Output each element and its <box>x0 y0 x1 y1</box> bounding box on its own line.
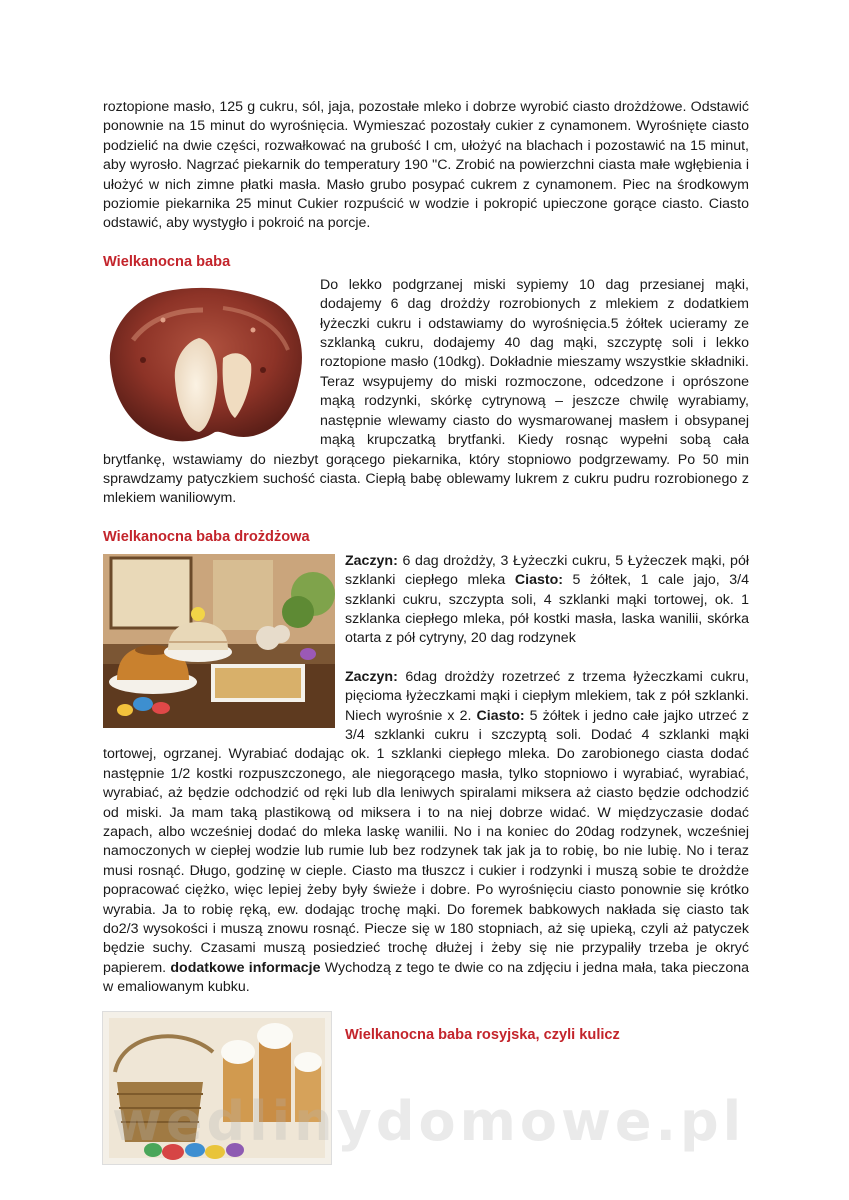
easter-table-photo <box>103 554 335 728</box>
baba-cake-photo <box>103 280 309 450</box>
intro-paragraph: roztopione masło, 125 g cukru, sól, jaja, pozostałe mleko i dobrze wyrobić ciasto drożdżowe. Odstawić ponownie na 15 minut do wyrośnięcia. Wymieszać pozostały cukier z cynamonem. Wyrośnięte ciasto podzielić na dwie części, rozwałkować na grubość I cm, ułożyć na blachach i pozostawić na 15 minut, aby wyrosło. Nagrzać piekarnik do temperatury 190 "C. Zrobić na powierzchni ciasta małe wgłębienia i ułożyć w nich zimne płatki masła. Masło grubo posypać cukrem z cynamonem. Piec na środkowym poziomie piekarnika 25 minut Cukier rozpuścić w wodzie i pokropić upieczone gorące ciasto. Ciasto odstawić, aby wystygło i pokroić na porcje. <box>103 99 749 232</box>
recipe-kulicz-section <box>103 1012 749 1162</box>
label-zaczyn: Zaczyn: <box>345 552 398 569</box>
site-watermark: wedlinydomowe.pl <box>112 1090 746 1153</box>
recipe-title-baba: Wielkanocna baba <box>103 253 231 270</box>
zaczyn-ingredients: 6 dag drożdży, 3 Łyżeczki cukru, 5 Łyżeczek mąki, pół szklanki ciepłego mleka <box>345 552 749 589</box>
additional-info-text: Wychodzą z tego te dwie co na zdjęciu i jedna mała, taka pieczona w emaliowanym kubku. <box>103 959 749 996</box>
ciasto-method: 5 żółtek i jedno całe jajko utrzeć z 3/4 szklanki cukru i szczyptą soli. Dodać 4 szklanki mąki tortowej, ogrzanej. Wyrabiać dodając ok. 1 szklanki ciepłego mleka. Do zarobionego ciasta dodać następnie 1/2 kostki rozpuszczonego, ale niegorącego masła, tylko stopniowo i wyrabiać, wyrabiać, wyrabiać, aż będzie odchodzić od ręki lub dla leniwych spiralami miksera aż ciasto będzie odchodzić od miski. Ja mam taką plastikową od miksera i to na niej dobrze widać. W międzyczasie dodać zapach, albo wcześniej dodać do mleka laskę wanilii. No i na koniec do 20dag rodzynek, wcześniej namoczonych w ciepłej wodzie lub rumie lub bez rodzynek tak jak ja to robię, bo nie lubię. No i teraz musi rosnąć. Długo, godzinę w cieple. Ciasto ma tłuszcz i cukier i rodzynki i muszą sobie te drożdże popracować ciężko, więc lepiej żeby były świeże i dobre. Po wyrośnięciu ciasto ponownie się krótko wyrabia. Ja to robię ręką, ew. dodając trochę mąki. Do foremek babkowych nakłada się ciasto tak do2/3 wysokości i muszą znowu rosnąć. Piecze się w 180 stopniach, aż się upieką, czyli aż patyczek będzie suchy. Czasami muszą posiedzieć trochę dłużej i żeby się nie przypaliły trzeba je okryć papierem. <box>103 707 749 976</box>
recipe-baba-text: Do lekko podgrzanej miski sypiemy 10 dag przesianej mąki, dodajemy 6 dag drożdży rozrobionych z mlekiem z dodatkiem łyżeczki cukru i odstawiamy do wyrośnięcia.5 żółtek ucieramy ze szklanką cukru, dodajemy 40 dag mąki, szczyptę soli i lekko roztopione masło (10dkg). Dokładnie mieszamy wszystkie składniki. Teraz wsypujemy do miski rozmoczone, odcedzone i oprószone mąką rodzynki, skórkę cytrynową – jeszcze chwilę wyrabiamy, następnie wlewamy ciasto do wysmarowanej masłem i obsypanej mąką krupczatką brytfanki. Kiedy rosnąc wypełni sobą cała brytfankę, wstawiamy do niezbyt gorącego piekarnika, który stopniowo podgrzewamy. Po 50 min sprawdzamy patyczkiem suchość ciasta. Ciepłą babę oblewamy lukrem z cukru pudru rozrobionego z mlekiem waniliowym. <box>103 276 749 507</box>
label-additional-info: dodatkowe informacje <box>170 959 321 976</box>
recipe-title-kulicz: Wielkanocna baba rosyjska, czyli kulicz <box>345 1026 620 1043</box>
recipe-baba-drozdzowa-section <box>103 552 749 998</box>
recipe-baba-section <box>103 276 749 509</box>
label-ciasto-method: Ciasto: <box>476 707 525 724</box>
ciasto-ingredients: 5 żółtek, 1 cale jajo, 3/4 szklanki cukru, szczypta soli, 4 szklanki mąki tortowej, ok. 1 szklanka ciepłego mleka, pół kostki masła, laska wanilii, skórka otarta z pół cytryny, 20 dag rodzynek <box>345 572 749 647</box>
document-page <box>103 98 749 1162</box>
label-ciasto: Ciasto: <box>514 572 563 589</box>
zaczyn-method: 6dag drożdży rozetrzeć z trzema łyżeczkami cukru, pięcioma łyżeczkami mąki i ciepłym mlekiem, tak z pół szklanki. Niech wyrośnie x 2. <box>345 668 749 724</box>
label-zaczyn-method: Zaczyn: <box>345 668 398 685</box>
kulicz-photo <box>103 1012 331 1164</box>
recipe-title-baba-drozdzowa: Wielkanocna baba drożdżowa <box>103 528 310 545</box>
